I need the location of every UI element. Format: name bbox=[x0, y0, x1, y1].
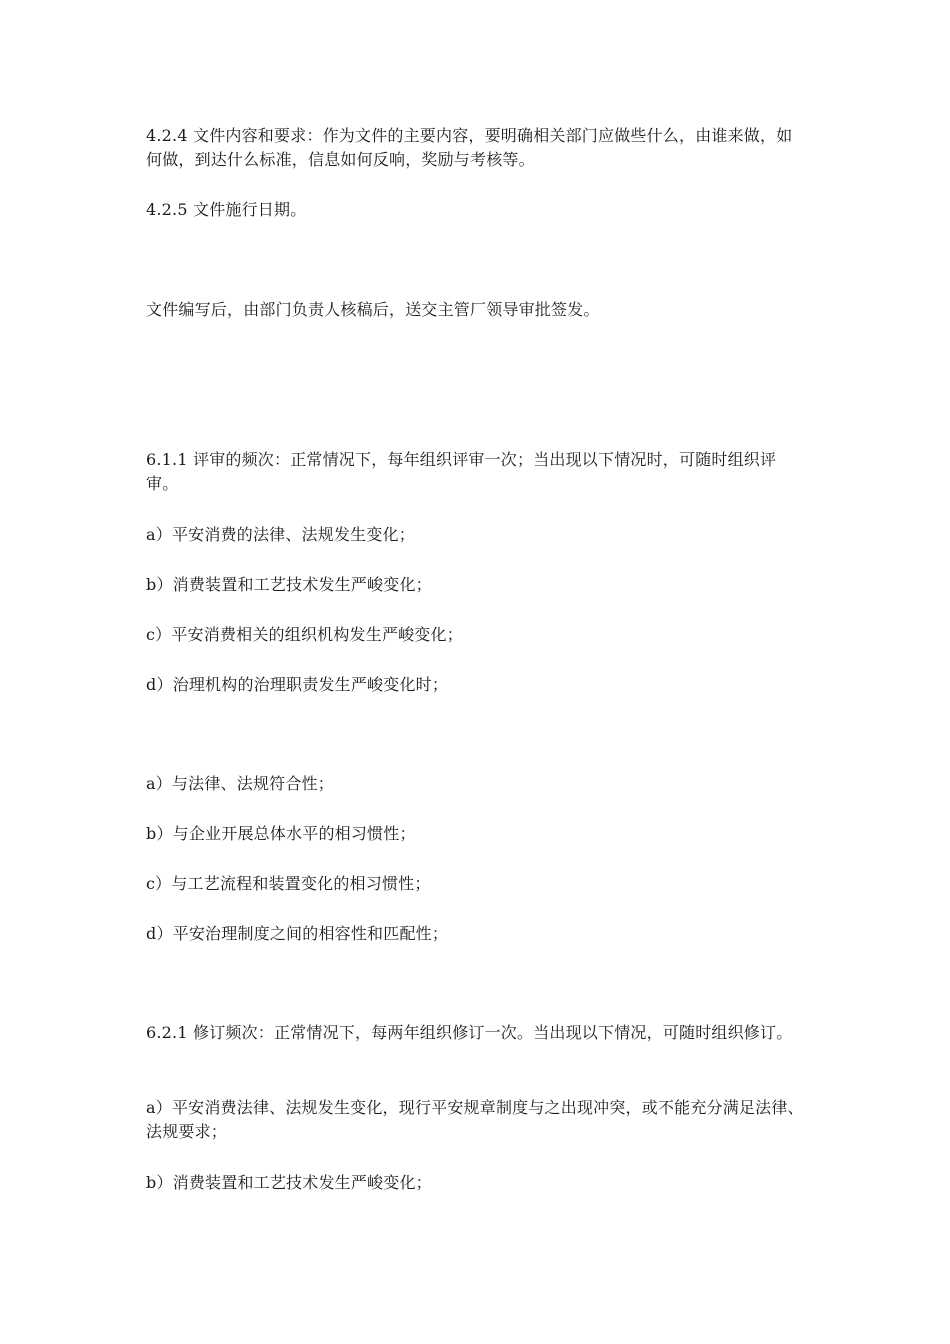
list-item-revision-a: a）平安消费法律、法规发生变化，现行平安规章制度与之出现冲突，或不能充分满足法律、法规要求； bbox=[146, 1098, 804, 1141]
list-item-content-b: b）与企业开展总体水平的相习惯性； bbox=[146, 824, 416, 843]
list-item-content-a: a）与法律、法规符合性； bbox=[146, 774, 334, 793]
list-item-content-c: c）与工艺流程和装置变化的相习惯性； bbox=[146, 874, 431, 893]
paragraph-4-2-5: 4.2.5 文件施行日期。 bbox=[146, 200, 307, 219]
list-item-review-c: c）平安消费相关的组织机构发生严峻变化； bbox=[146, 625, 463, 644]
list-item-review-d: d）治理机构的治理职责发生严峻变化时； bbox=[146, 675, 449, 694]
paragraph-6-2-1: 6.2.1 修订频次：正常情况下，每两年组织修订一次。当出现以下情况，可随时组织修订。 bbox=[146, 1023, 793, 1042]
list-item-revision-b: b）消费装置和工艺技术发生严峻变化； bbox=[146, 1173, 432, 1192]
list-item-review-b: b）消费装置和工艺技术发生严峻变化； bbox=[146, 575, 432, 594]
paragraph-6-1-1: 6.1.1 评审的频次：正常情况下，每年组织评审一次；当出现以下情况时，可随时组织评审。 bbox=[146, 450, 777, 493]
paragraph-4-2-4: 4.2.4 文件内容和要求：作为文件的主要内容，要明确相关部门应做些什么，由谁来做，如何做，到达什么标准，信息如何反响，奖励与考核等。 bbox=[146, 126, 793, 169]
list-item-content-d: d）平安治理制度之间的相容性和匹配性； bbox=[146, 924, 449, 943]
paragraph-approval: 文件编写后，由部门负责人核稿后，送交主管厂领导审批签发。 bbox=[146, 300, 600, 319]
list-item-review-a: a）平安消费的法律、法规发生变化； bbox=[146, 525, 415, 544]
